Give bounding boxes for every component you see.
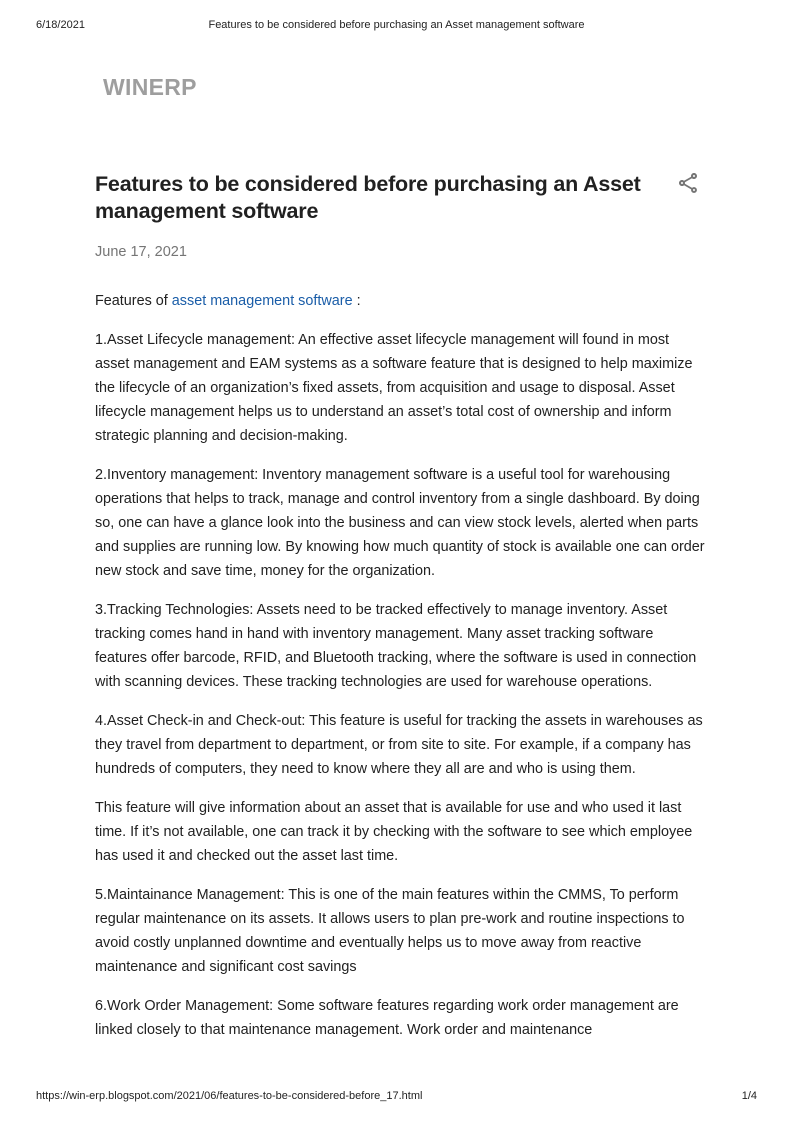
paragraph-tracking-technologies: 3.Tracking Technologies: Assets need to be tracked effectively to manage inventory. Asset tracking comes hand in hand with inventory management. Many asset tracking software features offer barcode, RFID, and Bluetooth tracking, where the software is used in connection with scanning devices. These tracking technologies are used for warehouse operations. (95, 602, 697, 690)
intro-suffix: : (352, 293, 361, 309)
paragraph-check-in-check-out: 4.Asset Check-in and Check-out: This feature is useful for tracking the assets in warehouses as they travel from department to department, or from site to site. For example, if a company has hundreds of computers, they need to know where they all are and who is using them. (95, 713, 703, 777)
blog-name[interactable]: WINERP (103, 74, 197, 100)
print-header (36, 19, 757, 33)
post-title: Features to be considered before purchasing an Asset management software (95, 172, 641, 223)
intro-prefix: Features of (95, 293, 172, 309)
print-page-number: 1/4 (741, 1090, 757, 1102)
post-date: June 17, 2021 (95, 244, 187, 260)
paragraph-maintenance-management: 5.Maintainance Management: This is one of the main features within the CMMS, To perform regular maintenance on its assets. It allows users to plan pre-work and routine inspections to avoid costly unplanned downtime and eventually helps us to move away from reactive maintenance and significant cost savings (95, 887, 685, 975)
print-footer (36, 1090, 757, 1104)
paragraph-check-in-details: This feature will give information about an asset that is available for use and who used it last time. If it’s not available, one can track it by checking with the software to see which employee has used it and checked out the asset last time. (95, 800, 693, 864)
post-body (95, 289, 705, 1057)
print-url: https://win-erp.blogspot.com/2021/06/features-to-be-considered-before_17.html (36, 1090, 423, 1102)
share-icon[interactable] (676, 171, 700, 195)
paragraph-inventory-management: 2.Inventory management: Inventory management software is a useful tool for warehousing operations that helps to track, manage and control inventory from a single dashboard. By doing so, one can have a glance look into the business and can view stock levels, alerted when parts and supplies are running low. By knowing how much quantity of stock is available one can order new stock and save time, money for the organization. (95, 467, 705, 579)
print-date: 6/18/2021 (36, 19, 85, 31)
paragraph-work-order-management: 6.Work Order Management: Some software features regarding work order management are linked closely to that maintenance management. Work order and maintenance (95, 998, 679, 1038)
paragraph-asset-lifecycle: 1.Asset Lifecycle management: An effective asset lifecycle management will found in most asset management and EAM systems as a software feature that is designed to help maximize the lifecycle of an organization’s fixed assets, from acquisition and usage to disposal. Asset lifecycle management helps us to understand an asset’s total cost of ownership and inform strategic planning and decision-making. (95, 332, 693, 444)
asset-management-software-link[interactable]: asset management software (171, 293, 353, 309)
print-page-title: Features to be considered before purchasing an Asset management software (208, 19, 585, 31)
intro-paragraph (95, 289, 705, 313)
